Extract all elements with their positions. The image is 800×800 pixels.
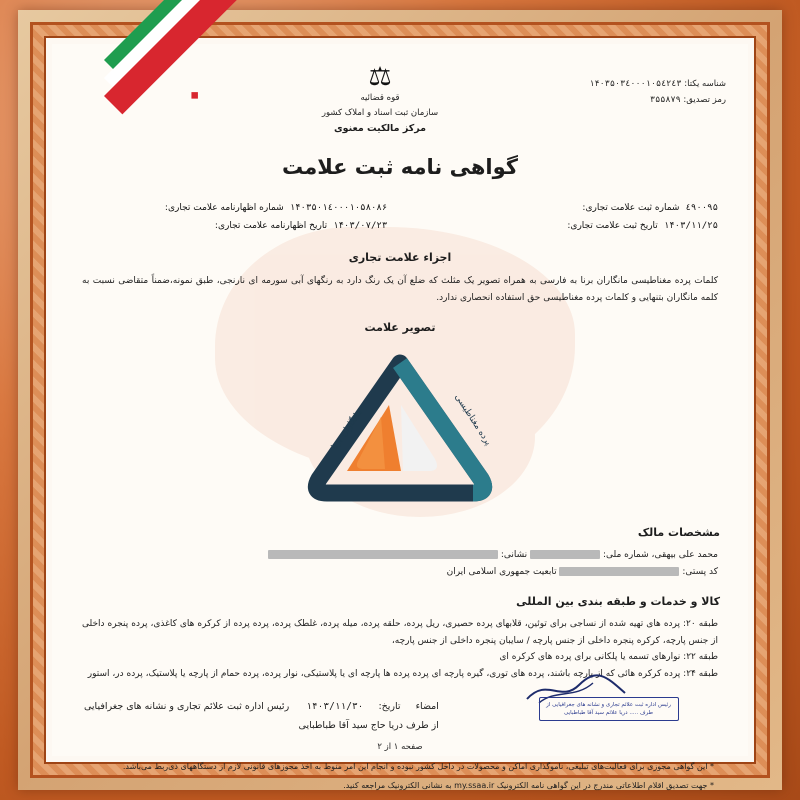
trademark-parts-heading: اجزاء علامت تجاری (348, 251, 452, 265)
redacted-postcode (559, 567, 679, 576)
owner-heading: مشخصات مالک (637, 525, 720, 539)
goods-class-line: طبقه ۲۲: نوارهای تسمه یا پلکانی برای پرده های کرکره ای (499, 652, 718, 663)
registration-number-row (413, 202, 718, 216)
owner-name-and-nid-label: محمد علی بیهقی، شماره ملی: (602, 549, 718, 560)
redacted-national-id (530, 550, 600, 559)
goods-heading: کالا و خدمات و طبقه بندی بین المللی (516, 595, 720, 608)
signer-title-row (84, 697, 439, 716)
application-fields (82, 202, 718, 238)
trademark-image-heading: تصویر علامت (364, 320, 436, 334)
application-number-label: شماره اظهارنامه علامت تجاری: (164, 202, 284, 213)
goods-class-line: طبقه ۲۰: پرده های تهیه شده از نساجی برای توئین، قلابهای پرده حصیری، ریل پرده، حلقه پرده، میله پرده، غلطک پرده، پرده پرده از کرکره های کاغذی، پرده پنجره داخلی از جنس پارچه، کرکره پنجره داخلی از جنس پارچه / سایبان پنجره داخلی از جنس پارچه، (82, 619, 718, 646)
unique-id-label: شناسه یکتا: (684, 79, 726, 89)
official-stamp-block (501, 697, 716, 743)
certificate-sheet (52, 44, 748, 790)
stamp-text: رئیس اداره ثبت علائم تجاری و نشانه های جغرافیایی از طرف ..... دریا علائم سید آقا طباطبایی (539, 697, 679, 722)
unique-id-value: ۱۴۰۳۵۰۳٤۰۰۰۱۰۵٤۲٤۳ (589, 79, 682, 89)
registration-number-value: ٤۹۰۰۹۵ (685, 202, 718, 213)
registration-date-label: تاریخ ثبت علامت تجاری: (567, 220, 658, 231)
owner-nationality: تابعیت جمهوری اسلامی ایران (446, 566, 557, 577)
trademark-image-area (74, 342, 726, 512)
goods-class-line: طبقه ۲۴: پرده کرکره هائی که از پارچه باشند، پرده های توری، گیره پارچه ای پرده پرده ها پارچه ای یا پلاستیکی، نوار پرده، پرده حمام از پارچه یا پلاستیک، پرده در، استور (87, 668, 718, 679)
owner-address-label: نشانی: (500, 549, 528, 560)
logo-text-left: مانگاران برنا (329, 407, 365, 452)
official-stamp (539, 697, 679, 743)
owner-line-2 (82, 564, 718, 581)
application-number-row (82, 202, 387, 216)
footer-note: * این گواهی مجوزی برای فعالیت‌های تبلیغی، ناموگذاری اماکن و محصولات در داخل کشور نبوده و انجام این امر منوط به اخذ مجوزهای قانونی لازم از دستگاههای ذی‌ربط می‌باشد. (122, 761, 714, 771)
application-fields-column (82, 202, 387, 238)
application-date-value: ۱۴۰۳/۰۷/۲۳ (333, 220, 388, 231)
identifier-block (536, 64, 726, 110)
application-number-value: ۱۴۰۳۵۰۱٤۰۰۰۱۰۵۸۰۸۶ (289, 202, 388, 213)
verification-code-value: ۳۵۵۸۷۹ (650, 95, 681, 106)
owner-details (82, 547, 718, 581)
organization-block (275, 64, 485, 137)
footer-note: * جهت تصدیق اقلام اطلاعاتی مندرج در این گواهی نامه الکترونیک my.ssaa.ir به نشانی الکترونیک مراجعه کنید. (343, 780, 714, 790)
signer-block (84, 697, 439, 735)
page-title: گواهی نامه ثبت علامت (281, 155, 519, 180)
registration-date-value: ۱۴۰۳/۱۱/۲۵ (663, 220, 718, 231)
trademark-parts-text: کلمات پرده مغناطیسی مانگاران برنا به فارسی به همراه تصویر یک مثلث که ضلع آن یک رنگ دارد به رنگهای آبی سورمه ای نارنجی، طبق نمونه،ضمناً متقاضی نسبت به کلمه مانگاران بتنهایی و کلمات پرده مغناطیسی حق استفاده انحصاری ندارد. (82, 275, 718, 303)
logo-text-right: پرده مغناطیسی (452, 392, 493, 448)
certificate-content (52, 44, 748, 790)
owner-postcode-label: کد پستی: (682, 566, 718, 577)
org-line-1: قوه قضائیه (360, 93, 400, 103)
signature-row (84, 697, 716, 743)
redacted-address (268, 550, 498, 559)
scales-of-justice-icon: ⚖ (368, 62, 392, 92)
mangaran-borna-triangle-logo (285, 347, 515, 507)
registration-fields-column (413, 202, 718, 238)
signer-name: از طرف دریا حاج سید آقا طباطبایی (298, 719, 439, 731)
org-line-3: مرکز مالکیت معنوی (333, 123, 427, 135)
iran-flag-icon: ◆ (144, 44, 274, 136)
signature-label: امضاء (415, 700, 439, 712)
owner-line-1 (82, 547, 718, 564)
registration-number-label: شماره ثبت علامت تجاری: (582, 202, 680, 213)
date-label: تاریخ: (378, 700, 401, 712)
date-value: ۱۴۰۳/۱۱/۳۰ (306, 700, 364, 712)
application-date-label: تاریخ اظهارنامه علامت تجاری: (214, 220, 328, 231)
signer-title: رئیس اداره ثبت علائم تجاری و نشانه های جغرافیایی (84, 700, 290, 712)
registration-date-row (413, 220, 718, 234)
org-line-2: سازمان ثبت اسناد و املاک کشور (321, 108, 439, 119)
page-number: صفحه ۱ از ۲ (377, 741, 423, 752)
application-date-row (82, 220, 387, 234)
footer-notes (86, 759, 714, 793)
verification-code-label: رمز تصدیق: (683, 95, 726, 106)
